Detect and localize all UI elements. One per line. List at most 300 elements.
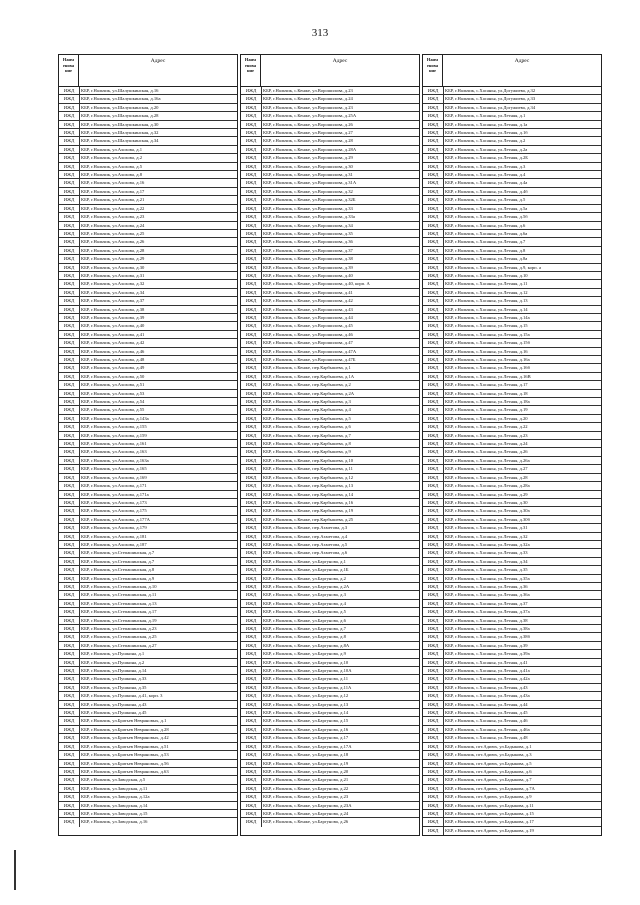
table-row	[241, 524, 419, 532]
cell-address: КБР, г.Нальчик, ул.Степашинская, д.17	[81, 609, 157, 615]
cell-kind: ИЖД	[59, 760, 80, 767]
cell-kind: ИЖД	[241, 87, 262, 94]
cell-kind: ИЖД	[241, 482, 262, 489]
cell-kind: ИЖД	[423, 87, 444, 94]
cell-kind: ИЖД	[423, 196, 444, 203]
table-row	[241, 314, 419, 322]
table-row	[59, 541, 237, 549]
table-row	[423, 322, 601, 330]
cell-kind: ИЖД	[241, 793, 262, 800]
table-row	[59, 129, 237, 137]
table-row	[59, 432, 237, 440]
table-row	[59, 196, 237, 204]
cell-kind: ИЖД	[241, 524, 262, 531]
cell-kind: ИЖД	[241, 230, 262, 237]
cell-address: КБР, г.Нальчик, с.Кенже, ул.Ворошилова, д.28А	[263, 146, 357, 152]
table-row	[59, 331, 237, 339]
table-row	[423, 264, 601, 272]
table-row	[59, 230, 237, 238]
table-row	[59, 558, 237, 566]
table-row	[241, 659, 419, 667]
cell-kind: ИЖД	[423, 406, 444, 413]
table-row	[241, 734, 419, 742]
table-row	[241, 465, 419, 473]
cell-kind: ИЖД	[241, 348, 262, 355]
table-row	[423, 390, 601, 398]
cell-address: КБР, г.Нальчик, с.Кенже, пер.Карбышева, д.1	[263, 365, 351, 371]
table-row	[423, 827, 601, 835]
cell-kind: ИЖД	[423, 743, 444, 750]
header-kind: Наим енова ние	[59, 55, 79, 86]
cell-kind: ИЖД	[241, 600, 262, 607]
cell-address: КБР, г.Нальчик, ул.Ахохова, д.41	[81, 331, 145, 337]
table-row	[423, 675, 601, 683]
cell-address: КБР, г.Нальчик, с.Кенже, ул.Баргунова, д.26	[263, 819, 349, 825]
cell-address: КБР, г.Нальчик, с.Кенже, ул.Ворошилова, д.40	[263, 272, 353, 278]
cell-address: КБР, г.Нальчик, с.Кенже, пер.Ахметова, д.3	[263, 525, 348, 531]
cell-address: КБР, г.Нальчик, ул.Пушкина, д.33	[81, 676, 147, 682]
table-row	[241, 499, 419, 507]
cell-address: КБР, г.Нальчик, с.Хасанья, ул.Летняя, д.39	[445, 642, 528, 648]
cell-address: КБР, г.Нальчик, ул.Шалушкинская, д.20	[81, 104, 159, 110]
table-row	[241, 591, 419, 599]
cell-kind: ИЖД	[59, 533, 80, 540]
table-row	[241, 137, 419, 145]
cell-address: КБР, г.Нальчик, с.Кенже, ул.Баргунова, д.11	[263, 676, 349, 682]
table-row	[241, 675, 419, 683]
cell-kind: ИЖД	[423, 188, 444, 195]
table-row	[59, 768, 237, 776]
cell-address: КБР, г.Нальчик, ул.Братьев Неврановых, д.51	[81, 743, 169, 749]
cell-kind: ИЖД	[423, 491, 444, 498]
cell-address: КБР, г.Нальчик, ул.Ахохова, д.16	[81, 180, 145, 186]
table-row	[59, 591, 237, 599]
cell-address: КБР, г.Нальчик, ул.Братьев Неврановых, д.28	[81, 726, 169, 732]
cell-address: КБР, г.Нальчик, с.Кенже, ул.Баргунова, д.13	[263, 701, 349, 707]
table-row	[59, 390, 237, 398]
cell-kind: ИЖД	[423, 280, 444, 287]
cell-address: КБР, г.Нальчик, с.Хасанья, ул.Летняя, д.48	[445, 735, 528, 741]
cell-address: КБР, г.Нальчик, с.Кенже, ул.Ворошилова, д.37	[263, 247, 353, 253]
cell-address: КБР, г.Нальчик, с.Хасанья, ул.Летняя, д.46а	[445, 726, 530, 732]
table-row	[423, 205, 601, 213]
cell-kind: ИЖД	[423, 760, 444, 767]
cell-kind: ИЖД	[423, 104, 444, 111]
cell-kind: ИЖД	[59, 465, 80, 472]
cell-kind: ИЖД	[59, 415, 80, 422]
cell-address: КБР, г.Нальчик, с.Кенже, пер.Карбышева, д.2А	[263, 390, 355, 396]
table-row	[423, 121, 601, 129]
cell-kind: ИЖД	[59, 137, 80, 144]
table-row	[241, 457, 419, 465]
cell-kind: ИЖД	[59, 364, 80, 371]
table-row	[423, 457, 601, 465]
table-row	[59, 802, 237, 810]
cell-address: КБР, г.Нальчик, ул.Ахохова, д.161	[81, 441, 147, 447]
cell-address: КБР, г.Нальчик, с.Кенже, ул.Баргунова, д.17	[263, 735, 349, 741]
table-row	[241, 600, 419, 608]
table-row	[423, 306, 601, 314]
table-row	[423, 709, 601, 717]
table-row	[59, 499, 237, 507]
cell-address: КБР, г.Нальчик, с.Кенже, ул.Баргунова, д.20	[263, 768, 349, 774]
table-row	[59, 171, 237, 179]
cell-kind: ИЖД	[241, 331, 262, 338]
cell-address: КБР, г.Нальчик, ул.Пушкина, д.45	[81, 710, 147, 716]
table-row	[423, 533, 601, 541]
cell-kind: ИЖД	[59, 793, 80, 800]
cell-address: КБР, г.Нальчик, с.Кенже, ул.Баргунова, д.8	[263, 634, 346, 640]
cell-kind: ИЖД	[241, 566, 262, 573]
cell-address: КБР, г.Нальчик, ул.Ахохова, д.28	[81, 247, 145, 253]
cell-kind: ИЖД	[423, 364, 444, 371]
cell-address: КБР, г.Нальчик, с.Кенже, ул.Ворошилова, д.41	[263, 289, 353, 295]
cell-kind: ИЖД	[59, 507, 80, 514]
table-header	[59, 55, 237, 87]
cell-address: КБР, г.Нальчик, с.Хасанья, ул.Летняя, д.46	[445, 718, 528, 724]
cell-kind: ИЖД	[59, 650, 80, 657]
cell-address: КБР, г.Нальчик, с.Хасанья, ул.Летняя, д.32а	[445, 541, 530, 547]
cell-address: КБР, г.Нальчик, с.Кенже, ул.Ворошилова, д.47Б	[263, 357, 356, 362]
table-row	[241, 390, 419, 398]
cell-address: КБР, г.Нальчик, с.Кенже, ул.Ворошилова, д.47А	[263, 348, 357, 354]
table-row	[423, 87, 601, 95]
cell-address: КБР, г.Нальчик, с.Кенже, ул.Ворошилова, д.44	[263, 314, 353, 320]
cell-address: КБР, г.Нальчик, с.Кенже, пер.Карбышева, д.14	[263, 491, 354, 497]
cell-address: КБР, г.Нальчик, с.Кенже, ул.Ворошилова, д.39	[263, 264, 353, 270]
cell-address: КБР, г.Нальчик, с.Хасанья, ул.Догужиева, д.34	[445, 104, 536, 110]
cell-kind: ИЖД	[59, 717, 80, 724]
table-row	[423, 129, 601, 137]
cell-address: КБР, г.Нальчик, пгт.Адиюх, ул.Бадыкова, д.19	[445, 827, 534, 833]
cell-address: КБР, г.Нальчик, с.Хасанья, ул.Летняя, д.22	[445, 424, 528, 430]
cell-kind: ИЖД	[59, 692, 80, 699]
cell-address: КБР, г.Нальчик, с.Кенже, ул.Баргунова, д.10	[263, 659, 349, 665]
table-row	[241, 760, 419, 768]
table-row	[59, 457, 237, 465]
cell-address: КБР, г.Нальчик, ул.Ахохова, д.50	[81, 373, 145, 379]
cell-address: КБР, г.Нальчик, ул.Ахохова, д.181	[81, 533, 147, 539]
table-row	[59, 734, 237, 742]
cell-kind: ИЖД	[241, 633, 262, 640]
table-row	[59, 675, 237, 683]
cell-kind: ИЖД	[423, 499, 444, 506]
cell-address: КБР, г.Нальчик, с.Хасанья, ул.Летняя, д.42а	[445, 676, 530, 682]
cell-address: КБР, г.Нальчик, пгт.Адиюх, ул.Бадыкова, д.7А	[445, 785, 535, 791]
cell-address: КБР, г.Нальчик, ул.Заводская, д.14	[81, 802, 148, 808]
cell-kind: ИЖД	[423, 247, 444, 254]
cell-kind: ИЖД	[241, 339, 262, 346]
table-row	[241, 129, 419, 137]
cell-kind: ИЖД	[59, 524, 80, 531]
cell-kind: ИЖД	[59, 87, 80, 94]
cell-address: КБР, г.Нальчик, с.Хасанья, ул.Летняя, д.38	[445, 617, 528, 623]
cell-kind: ИЖД	[241, 222, 262, 229]
cell-address: КБР, г.Нальчик, ул.Степашинская, д.11	[81, 592, 157, 598]
table-row	[423, 364, 601, 372]
table-row	[241, 432, 419, 440]
table-header	[241, 55, 419, 87]
table-row	[241, 701, 419, 709]
cell-kind: ИЖД	[241, 507, 262, 514]
table-row	[59, 667, 237, 675]
table-row	[423, 625, 601, 633]
cell-kind: ИЖД	[241, 272, 262, 279]
cell-kind: ИЖД	[423, 474, 444, 481]
cell-address: КБР, г.Нальчик, с.Кенже, ул.Ворошилова, д.40, корп. А	[263, 281, 370, 287]
cell-kind: ИЖД	[423, 179, 444, 186]
cell-kind: ИЖД	[59, 154, 80, 161]
cell-kind: ИЖД	[59, 608, 80, 615]
cell-kind: ИЖД	[241, 650, 262, 657]
cell-address: КБР, г.Нальчик, с.Кенже, ул.Баргунова, д.2А	[263, 583, 350, 589]
cell-address: КБР, г.Нальчик, ул.Заводская, д.11	[81, 785, 148, 791]
cell-address: КБР, г.Нальчик, ул.Ахохова, д.24	[81, 222, 145, 228]
table-row	[59, 280, 237, 288]
table-row	[241, 768, 419, 776]
cell-address: КБР, г.Нальчик, ул.Ахохова, д.25	[81, 230, 145, 236]
cell-kind: ИЖД	[59, 171, 80, 178]
table-row	[423, 558, 601, 566]
cell-address: КБР, г.Нальчик, с.Кенже, ул.Баргунова, д.8А	[263, 642, 350, 648]
cell-kind: ИЖД	[423, 608, 444, 615]
cell-kind: ИЖД	[59, 398, 80, 405]
cell-address: КБР, г.Нальчик, ул.Ахохова, д.21	[81, 197, 145, 203]
table-row	[423, 516, 601, 524]
cell-address: КБР, г.Нальчик, ул.Степашинская, д.10	[81, 583, 157, 589]
table-row	[241, 222, 419, 230]
table-row	[241, 491, 419, 499]
cell-address: КБР, г.Нальчик, ул.Пушкина, д.14	[81, 668, 147, 674]
table-row	[241, 255, 419, 263]
table-row	[59, 633, 237, 641]
cell-kind: ИЖД	[241, 457, 262, 464]
cell-kind: ИЖД	[241, 322, 262, 329]
cell-kind: ИЖД	[423, 642, 444, 649]
cell-kind: ИЖД	[59, 617, 80, 624]
cell-kind: ИЖД	[423, 633, 444, 640]
cell-address: КБР, г.Нальчик, с.Хасанья, ул.Летняя, д.39а	[445, 651, 530, 657]
table-row	[241, 87, 419, 95]
cell-kind: ИЖД	[423, 701, 444, 708]
cell-address: КБР, г.Нальчик, с.Хасанья, ул.Летняя, д.44	[445, 701, 528, 707]
table-row	[241, 541, 419, 549]
table-row	[59, 617, 237, 625]
cell-address: КБР, г.Нальчик, с.Хасанья, ул.Летняя, д.16б	[445, 365, 530, 371]
cell-kind: ИЖД	[59, 701, 80, 708]
cell-address: КБР, г.Нальчик, с.Кенже, ул.Баргунова, д.22	[263, 785, 349, 791]
cell-kind: ИЖД	[423, 423, 444, 430]
cell-kind: ИЖД	[59, 499, 80, 506]
cell-address: КБР, г.Нальчик, с.Хасанья, ул.Летняя, д.15б	[445, 340, 530, 346]
cell-kind: ИЖД	[241, 734, 262, 741]
table-row	[241, 196, 419, 204]
table-row	[59, 163, 237, 171]
cell-kind: ИЖД	[241, 717, 262, 724]
cell-kind: ИЖД	[59, 818, 80, 826]
table-row	[59, 87, 237, 95]
cell-address: КБР, г.Нальчик, с.Кенже, ул.Баргунова, д.1Б	[263, 567, 349, 573]
cell-kind: ИЖД	[423, 793, 444, 800]
cell-address: КБР, г.Нальчик, с.Кенже, ул.Ворошилова, д.24	[263, 96, 353, 102]
cell-kind: ИЖД	[423, 465, 444, 472]
cell-kind: ИЖД	[241, 818, 262, 826]
table-row	[423, 230, 601, 238]
cell-kind: ИЖД	[423, 810, 444, 817]
cell-kind: ИЖД	[241, 255, 262, 262]
cell-kind: ИЖД	[59, 188, 80, 195]
cell-kind: ИЖД	[59, 457, 80, 464]
cell-address: КБР, г.Нальчик, с.Кенже, ул.Баргунова, д.2	[263, 575, 346, 581]
cell-kind: ИЖД	[423, 549, 444, 556]
cell-address: КБР, г.Нальчик, с.Кенже, пер.Карбышева, д.16	[263, 499, 354, 505]
cell-kind: ИЖД	[241, 129, 262, 136]
cell-kind: ИЖД	[241, 381, 262, 388]
cell-kind: ИЖД	[423, 230, 444, 237]
cell-kind: ИЖД	[423, 264, 444, 271]
cell-address: КБР, г.Нальчик, с.Хасанья, ул.Летняя, д.32	[445, 533, 528, 539]
cell-address: КБР, г.Нальчик, ул.Ахохова, д.32	[81, 281, 145, 287]
table-row	[59, 760, 237, 768]
cell-kind: ИЖД	[241, 465, 262, 472]
cell-address: КБР, г.Нальчик, с.Кенже, пер.Карбышева, д.9	[263, 449, 351, 455]
cell-kind: ИЖД	[241, 406, 262, 413]
table-row	[241, 238, 419, 246]
table-row	[241, 692, 419, 700]
table-row	[423, 802, 601, 810]
cell-address: КБР, г.Нальчик, с.Кенже, ул.Ворошилова, д.30	[263, 163, 353, 169]
table-row	[423, 776, 601, 784]
cell-kind: ИЖД	[241, 802, 262, 809]
cell-address: КБР, г.Нальчик, ул.Ахохова, д.175	[81, 508, 147, 514]
table-row	[423, 743, 601, 751]
cell-address: КБР, г.Нальчик, ул.Пушкина, д.43	[81, 701, 147, 707]
cell-kind: ИЖД	[241, 591, 262, 598]
cell-kind: ИЖД	[241, 171, 262, 178]
table-row	[59, 356, 237, 364]
cell-kind: ИЖД	[241, 390, 262, 397]
table-row	[241, 793, 419, 801]
cell-address: КБР, г.Нальчик, ул.Заводская, д.12а	[81, 794, 150, 800]
cell-kind: ИЖД	[241, 575, 262, 582]
cell-address: КБР, г.Нальчик, ул.Ахохова, д.171	[81, 483, 147, 489]
cell-address: КБР, г.Нальчик, с.Кенже, пер.Карбышева, д.3	[263, 399, 351, 405]
table-row	[423, 238, 601, 246]
table-row	[423, 255, 601, 263]
cell-kind: ИЖД	[59, 289, 80, 296]
table-row	[423, 247, 601, 255]
cell-kind: ИЖД	[423, 785, 444, 792]
table-row	[423, 692, 601, 700]
cell-address: КБР, г.Нальчик, с.Кенже, пер.Ахметова, д.4	[263, 533, 348, 539]
cell-kind: ИЖД	[241, 179, 262, 186]
cell-kind: ИЖД	[423, 448, 444, 455]
cell-kind: ИЖД	[423, 802, 444, 809]
table-row	[59, 491, 237, 499]
table-row	[423, 196, 601, 204]
cell-kind: ИЖД	[59, 558, 80, 565]
cell-address: КБР, г.Нальчик, с.Кенже, ул.Ворошилова, д.27	[263, 130, 353, 136]
table-row	[59, 205, 237, 213]
table-row	[423, 95, 601, 103]
cell-address: КБР, г.Нальчик, с.Хасанья, ул.Летняя, д.29	[445, 491, 528, 497]
cell-kind: ИЖД	[423, 600, 444, 607]
table-row	[423, 448, 601, 456]
table-row	[59, 818, 237, 826]
table-row	[59, 516, 237, 524]
cell-address: КБР, г.Нальчик, ул.Ахохова, д.155	[81, 424, 147, 430]
cell-address: КБР, г.Нальчик, с.Хасанья, ул.Летняя, д.14а	[445, 314, 530, 320]
table-row	[59, 188, 237, 196]
cell-address: КБР, г.Нальчик, с.Хасанья, ул.Летняя, д.2Б	[445, 155, 528, 161]
cell-address: КБР, г.Нальчик, ул.Ахохова, д.8	[81, 172, 143, 178]
cell-address: КБР, г.Нальчик, ул.Ахохова, д.163	[81, 449, 147, 455]
cell-kind: ИЖД	[241, 289, 262, 296]
cell-kind: ИЖД	[59, 440, 80, 447]
cell-kind: ИЖД	[241, 163, 262, 170]
cell-address: КБР, г.Нальчик, с.Хасанья, ул.Летняя, д.41	[445, 659, 528, 665]
cell-address: КБР, г.Нальчик, ул.Ахохова, д.54	[81, 399, 145, 405]
cell-kind: ИЖД	[423, 314, 444, 321]
cell-kind: ИЖД	[423, 331, 444, 338]
table-row	[423, 575, 601, 583]
table-row	[241, 188, 419, 196]
table-row	[241, 785, 419, 793]
cell-kind: ИЖД	[241, 264, 262, 271]
cell-kind: ИЖД	[241, 516, 262, 523]
cell-address: КБР, г.Нальчик, с.Кенже, ул.Ворошилова, д.32	[263, 188, 353, 194]
table-row	[59, 213, 237, 221]
cell-address: КБР, г.Нальчик, ул.Заводская, д.15	[81, 810, 148, 816]
cell-address: КБР, г.Нальчик, с.Кенже, ул.Баргунова, д.23А	[263, 802, 352, 808]
cell-address: КБР, г.Нальчик, с.Кенже, ул.Баргунова, д.11А	[263, 684, 352, 690]
cell-kind: ИЖД	[59, 280, 80, 287]
cell-kind: ИЖД	[423, 591, 444, 598]
table-row	[423, 280, 601, 288]
cell-address: КБР, г.Нальчик, с.Хасанья, ул.Догужиева, д.32	[445, 88, 536, 93]
table-row	[241, 726, 419, 734]
table-row	[241, 533, 419, 541]
table-row	[423, 541, 601, 549]
table-row	[59, 575, 237, 583]
cell-kind: ИЖД	[423, 558, 444, 565]
cell-kind: ИЖД	[241, 448, 262, 455]
table-row	[59, 297, 237, 305]
cell-kind: ИЖД	[423, 726, 444, 733]
cell-kind: ИЖД	[241, 491, 262, 498]
cell-kind: ИЖД	[59, 482, 80, 489]
cell-kind: ИЖД	[241, 314, 262, 321]
cell-kind: ИЖД	[423, 827, 444, 835]
cell-kind: ИЖД	[59, 785, 80, 792]
cell-address: КБР, г.Нальчик, с.Кенже, ул.Баргунова, д.3	[263, 592, 346, 598]
cell-address: КБР, г.Нальчик, ул.Братьев Неврановых, д.42	[81, 735, 169, 741]
table-row	[423, 432, 601, 440]
cell-address: КБР, г.Нальчик, с.Кенже, пер.Карбышева, д.13	[263, 483, 354, 489]
table-row	[59, 608, 237, 616]
table-row	[59, 751, 237, 759]
cell-kind: ИЖД	[241, 213, 262, 220]
cell-address: КБР, г.Нальчик, с.Кенже, пер.Карбышева, д.12	[263, 474, 354, 480]
cell-address: КБР, г.Нальчик, ул.Ахохова, д.46	[81, 348, 145, 354]
cell-kind: ИЖД	[241, 297, 262, 304]
cell-kind: ИЖД	[59, 802, 80, 809]
cell-address: КБР, г.Нальчик, с.Кенже, ул.Баргунова, д.21	[263, 777, 349, 783]
cell-address: КБР, г.Нальчик, с.Хасанья, ул.Летняя, д.9, корп. а	[445, 264, 541, 270]
cell-address: КБР, г.Нальчик, с.Хасанья, ул.Летняя, д.16В	[445, 373, 531, 379]
cell-address: КБР, г.Нальчик, с.Хасанья, ул.Летняя, д.4а	[445, 180, 528, 186]
cell-kind: ИЖД	[241, 415, 262, 422]
